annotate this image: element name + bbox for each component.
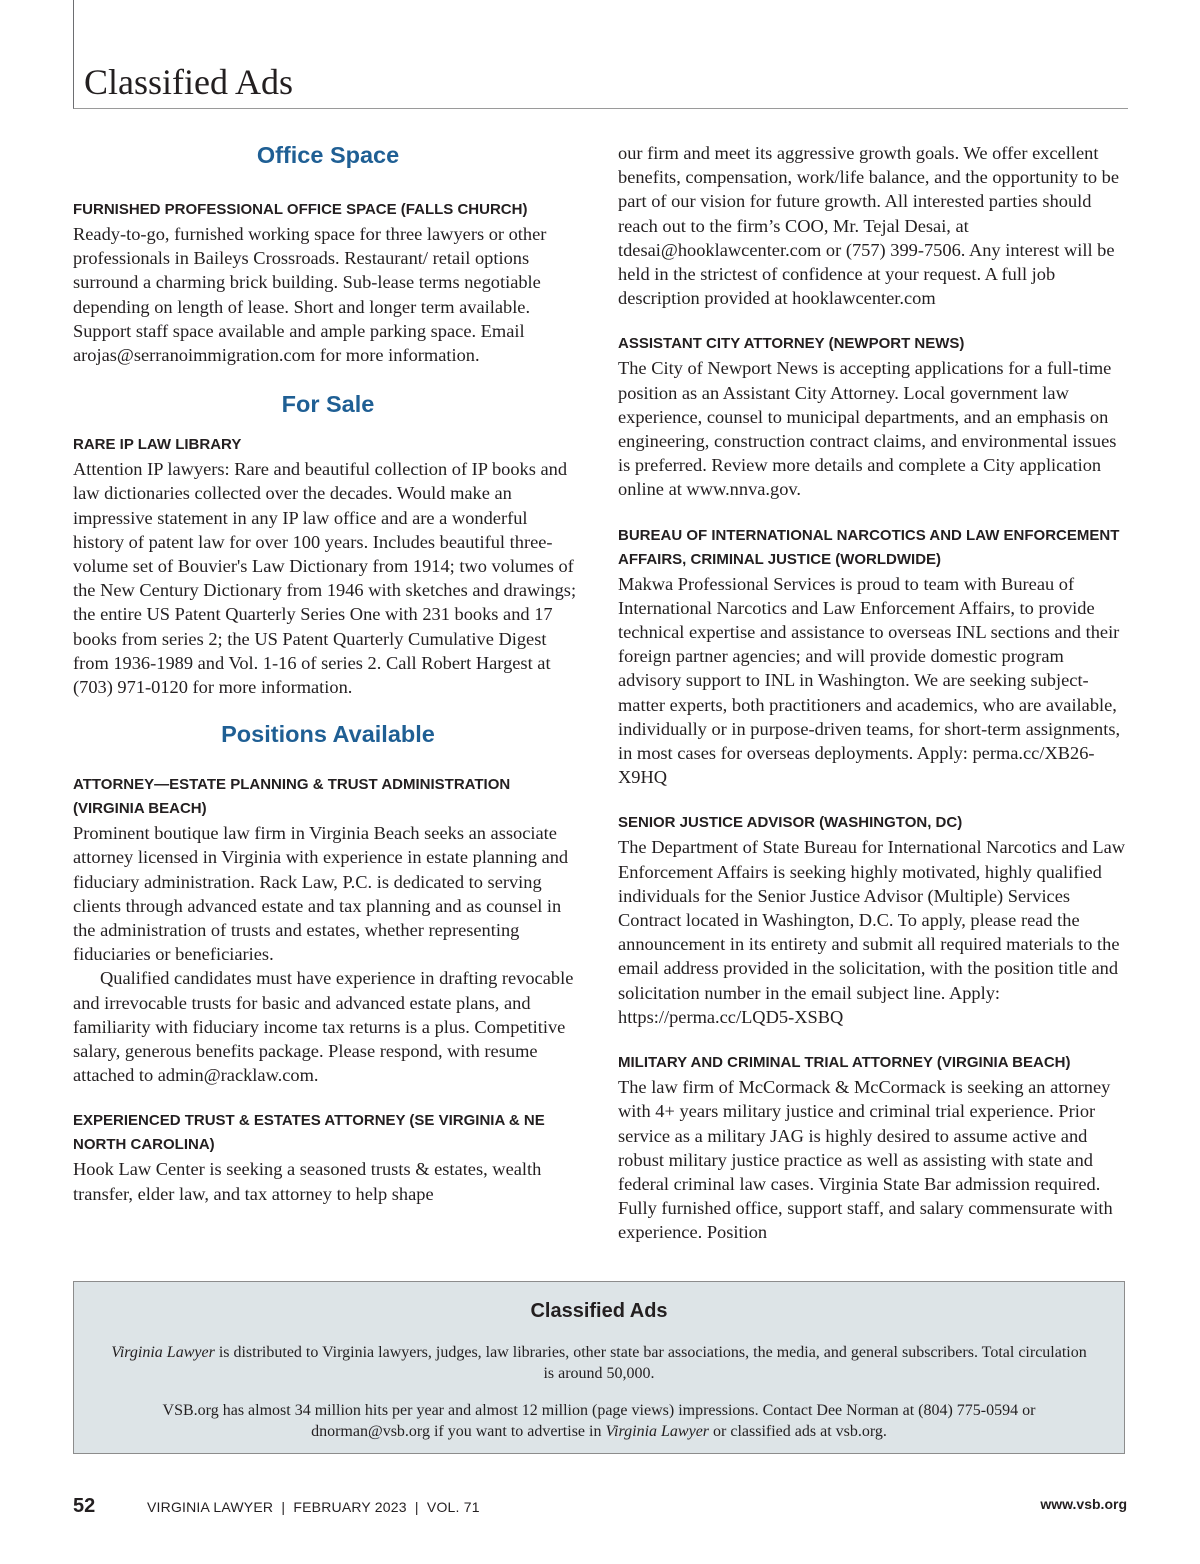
ad-body-paragraph-1: Prominent boutique law firm in Virginia Beach seeks an associate attorney licensed in Virginia with experience in estate planning and fiduciary administration. Rack Law, P.C. is dedicated to serving clients through advanced estate and tax planning and as counsel in the administration of trusts and estates, whether representing fiduciaries or beneficiaries.	[73, 823, 569, 965]
section-heading-positions-available: Positions Available	[221, 721, 435, 748]
info-box-text: VSB.org has almost 34 million hits per year and almost 12 million (page views) impressions. Contact Dee Norman at (804) 775-0594 or dnorman@vsb.org if you want to advertise in	[162, 1402, 1036, 1440]
ad-title: BUREAU OF INTERNATIONAL NARCOTICS AND LAW ENFORCEMENT AFFAIRS, CRIMINAL JUSTICE (WORLDWIDE)	[618, 526, 1120, 568]
publication-name: Virginia Lawyer	[111, 1344, 215, 1361]
ad-ip-law-library	[73, 433, 583, 699]
ad-body: The Department of State Bureau for International Narcotics and Law Enforcement Affairs is seeking highly motivated, highly qualified individuals for the Senior Justice Advisor (Multiple) Services Contract located in Washington, D.C. To apply, please read the announcement in its entirety and submit all required materials to the email address provided in the solicitation, with the position title and solicitation number in the email subject line. Apply: https://perma.cc/LQD5-XSBQ	[618, 837, 1126, 1027]
ad-title: ATTORNEY—ESTATE PLANNING & TRUST ADMINISTRATION (VIRGINIA BEACH)	[73, 776, 511, 818]
ad-body: The City of Newport News is accepting applications for a full-time position as an Assistant City Attorney. Local government law experience, counsel to municipal departments, and an emphasis on engineering, construction contract claims, and environmental issues is preferred. Review more details and complete a City application online at www.nnva.gov.	[618, 358, 1117, 500]
ad-body: Ready-to-go, furnished working space for three lawyers or other professionals in Baileys Crossroads. Restaurant/ retail options surround a charming brick building. Sub-lease terms negotiable depending on length of lease. Short and longer term available. Support staff space available and ample parking space. Email arojas@serranoimmigration.com for more information.	[73, 224, 547, 366]
section-heading-office-space: Office Space	[256, 142, 400, 168]
ad-title: RARE IP LAW LIBRARY	[73, 436, 242, 454]
ad-title: ASSISTANT CITY ATTORNEY (NEWPORT NEWS)	[618, 335, 965, 353]
page-number: 52	[73, 1495, 96, 1517]
ad-inl-criminal-justice	[618, 524, 1130, 790]
ad-body: Makwa Professional Services is proud to team with Bureau of International Narcotics and Law Enforcement Affairs, to provide technical expertise and assistance to overseas INL sections and their foreign partner agencies; and will provide domestic program advisory support to INL in Washington. We are seeking subject-matter experts, both practitioners and academics, who are available, individually or in purpose-driven teams, for short-term assignments, in most cases for overseas deployments. Apply: perma.cc/XB26-X9HQ	[618, 573, 1121, 788]
ad-body-continued: our firm and meet its aggressive growth goals. We offer excellent benefits, compensation, work/life balance, and the opportunity to be part of our vision for future growth. All interested parties should reach out to the firm’s COO, Mr. Tejal Desai, at tdesai@hooklawcenter.com or (757) 399-7506. Any interest will be held in the strictest of confidence at your request. A full job description provided at hooklawcenter.com	[618, 143, 1120, 309]
section-heading-for-sale: For Sale	[281, 391, 375, 418]
info-box-paragraph-1	[104, 1342, 1094, 1384]
info-box-title: Classified Ads	[530, 1300, 668, 1322]
page-title: Classified Ads	[84, 62, 294, 102]
ad-title: MILITARY AND CRIMINAL TRIAL ATTORNEY (VIRGINIA BEACH)	[618, 1054, 1071, 1072]
info-box-paragraph-2	[104, 1400, 1094, 1442]
ad-body: The law firm of McCormack & McCormack is seeking an attorney with 4+ years military justice and criminal trial experience. Prior service as a military JAG is highly desired to assume active and robust military justice practice as well as assisting with state and federal criminal law cases. Virginia State Bar admission required. Fully furnished office, support staff, and salary commensurate with experience. Position	[618, 1077, 1113, 1243]
website-link[interactable]: www.vsb.org	[1040, 1496, 1127, 1512]
right-column	[618, 140, 1130, 1245]
page-footer	[73, 1494, 1127, 1518]
info-box-text: or classified ads at vsb.org.	[709, 1423, 887, 1440]
ad-assistant-city-attorney	[618, 332, 1130, 501]
ad-title: SENIOR JUSTICE ADVISOR (WASHINGTON, DC)	[618, 814, 963, 832]
left-column	[73, 140, 583, 1206]
ad-body: Attention IP lawyers: Rare and beautiful collection of IP books and law dictionaries collected over the decades. Would make an impressive statement in any IP law office and are a wonderful history of patent law for over 100 years. Includes beautiful three-volume set of Bouvier's Law Dictionary from 1914; two volumes of the New Century Dictionary from 1946 with sketches and drawings; the entire US Patent Quarterly Series One with 231 books and 17 books from series 2; the US Patent Quarterly Cumulative Digest from 1936-1989 and Vol. 1-16 of series 2. Call Robert Hargest at (703) 971-0120 for more information.	[73, 459, 577, 698]
ad-title: FURNISHED PROFESSIONAL OFFICE SPACE (FALLS CHURCH)	[73, 201, 528, 218]
ad-body: Hook Law Center is seeking a seasoned trusts & estates, wealth transfer, elder law, and tax attorney to help shape	[73, 1159, 542, 1204]
ad-senior-justice-advisor	[618, 811, 1130, 1029]
page-header	[73, 0, 1128, 109]
ad-military-criminal-trial-attorney	[618, 1051, 1130, 1244]
ad-trust-estates-attorney	[73, 1109, 583, 1205]
ad-office-space	[73, 198, 583, 367]
publication-line: VIRGINIA LAWYER | FEBRUARY 2023 | VOL. 71	[147, 1499, 480, 1515]
classified-ads-info-box	[73, 1281, 1125, 1454]
publication-name: Virginia Lawyer	[605, 1423, 710, 1440]
ad-title: EXPERIENCED TRUST & ESTATES ATTORNEY (SE VIRGINIA & NE NORTH CAROLINA)	[73, 1112, 545, 1154]
ad-body-paragraph-2: Qualified candidates must have experience in drafting revocable and irrevocable trusts for basic and advanced estate plans, and familiarity with fiduciary income tax returns is a plus. Competitive salary, generous benefits package. Please respond, with resume attached to admin@racklaw.com.	[73, 968, 574, 1086]
ad-estate-planning-attorney	[73, 773, 583, 1087]
info-box-text: is distributed to Virginia lawyers, judges, law libraries, other state bar associations, the media, and general subscribers. Total circulation is around 50,000.	[214, 1344, 1087, 1382]
